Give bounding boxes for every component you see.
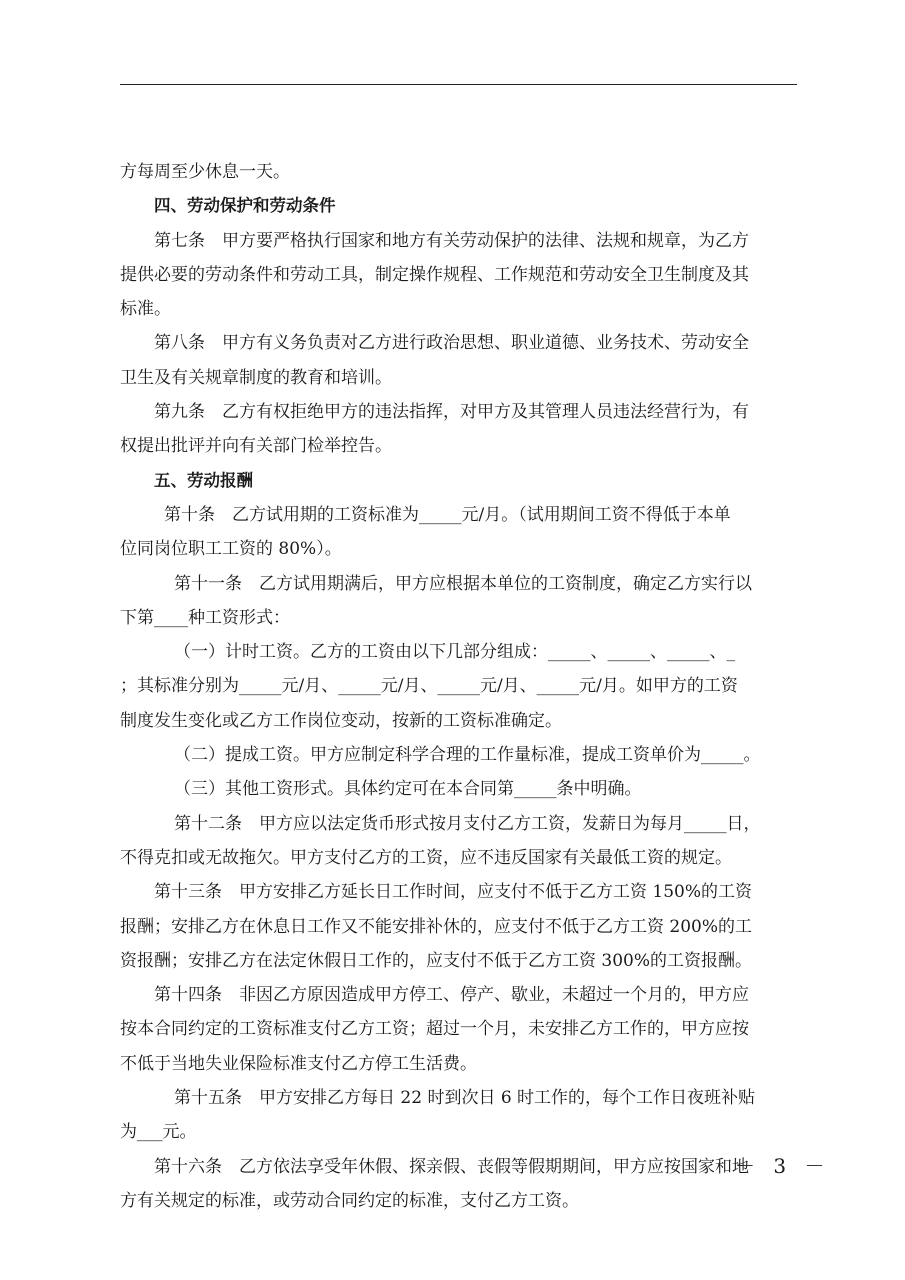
text-line: 位同岗位职工工资的 80%）。 — [120, 539, 342, 560]
text-line: 制度发生变化或乙方工作岗位变动，按新的工资标准确定。 — [120, 710, 562, 731]
article-16: 第十六条 乙方依法享受年休假、探亲假、丧假等假期期间，甲方应按国家和地 — [154, 1156, 749, 1177]
text-line: 不得克扣或无故拖欠。甲方支付乙方的工资，应不违反国家有关最低工资的规定。 — [120, 847, 732, 868]
text-line: 卫生及有关规章制度的教育和培训。 — [120, 367, 392, 388]
text-line: 资报酬；安排乙方在法定休假日工作的，应支付不低于乙方工资 300%的工资报酬。 — [120, 950, 753, 971]
clause-hourly-wage: （一）计时工资。乙方的工资由以下几部分组成：_____、_____、_____、_ — [174, 642, 735, 663]
article-12: 第十二条 甲方应以法定货币形式按月支付乙方工资，发薪日为每月_____日， — [174, 813, 761, 834]
text-line: ；其标准分别为_____元/月、_____元/月、_____元/月、_____元/月。如甲方的工资 — [120, 676, 738, 697]
article-13: 第十三条 甲方安排乙方延长日工作时间，应支付不低于乙方工资 150%的工资 — [154, 882, 753, 903]
text-line: 为___元。 — [120, 1122, 197, 1143]
text-line: 方每周至少休息一天。 — [120, 162, 290, 182]
text-line: 提供必要的劳动条件和劳动工具，制定操作规程、工作规范和劳动安全卫生制度及其 — [120, 264, 749, 285]
text-line: 权提出批评并向有关部门检举控告。 — [120, 436, 392, 457]
text-line: 方有关规定的标准，或劳动合同约定的标准，支付乙方工资。 — [120, 1190, 579, 1211]
article-14: 第十四条 非因乙方原因造成甲方停工、停产、歇业，未超过一个月的，甲方应 — [154, 985, 749, 1006]
article-9: 第九条 乙方有权拒绝甲方的违法指挥，对甲方及其管理人员违法经营行为，有 — [154, 402, 749, 423]
text-line: 报酬；安排乙方在休息日工作又不能安排补休的，应支付不低于乙方工资 200%的工 — [120, 916, 753, 937]
article-15: 第十五条 甲方安排乙方每日 22 时到次日 6 时工作的，每个工作日夜班补贴 — [174, 1088, 756, 1109]
section-heading: 五、劳动报酬 — [154, 470, 253, 490]
page-number: － 3 － — [735, 1154, 831, 1178]
text-line: 不低于当地失业保险标准支付乙方停工生活费。 — [120, 1053, 477, 1074]
text-line: 下第____种工资形式： — [120, 607, 290, 628]
text-line: 按本合同约定的工资标准支付乙方工资；超过一个月，未安排乙方工作的，甲方应按 — [120, 1019, 749, 1040]
article-7: 第七条 甲方要严格执行国家和地方有关劳动保护的法律、法规和规章，为乙方 — [154, 230, 749, 251]
document-body — [120, 155, 800, 1218]
article-11: 第十一条 乙方试用期满后，甲方应根据本单位的工资制度，确定乙方实行以 — [174, 573, 752, 594]
header-rule — [120, 84, 797, 85]
section-heading: 四、劳动保护和劳动条件 — [154, 196, 336, 216]
article-8: 第八条 甲方有义务负责对乙方进行政治思想、职业道德、业务技术、劳动安全 — [154, 333, 749, 354]
clause-other-wage: （三）其他工资形式。具体约定可在本合同第_____条中明确。 — [174, 779, 642, 800]
article-10: 第十条 乙方试用期的工资标准为_____元/月。（试用期间工资不得低于本单 — [164, 504, 731, 525]
text-line: 标准。 — [120, 299, 171, 320]
clause-commission-wage: （二）提成工资。甲方应制定科学合理的工作量标准，提成工资单价为_____。 — [174, 745, 761, 766]
